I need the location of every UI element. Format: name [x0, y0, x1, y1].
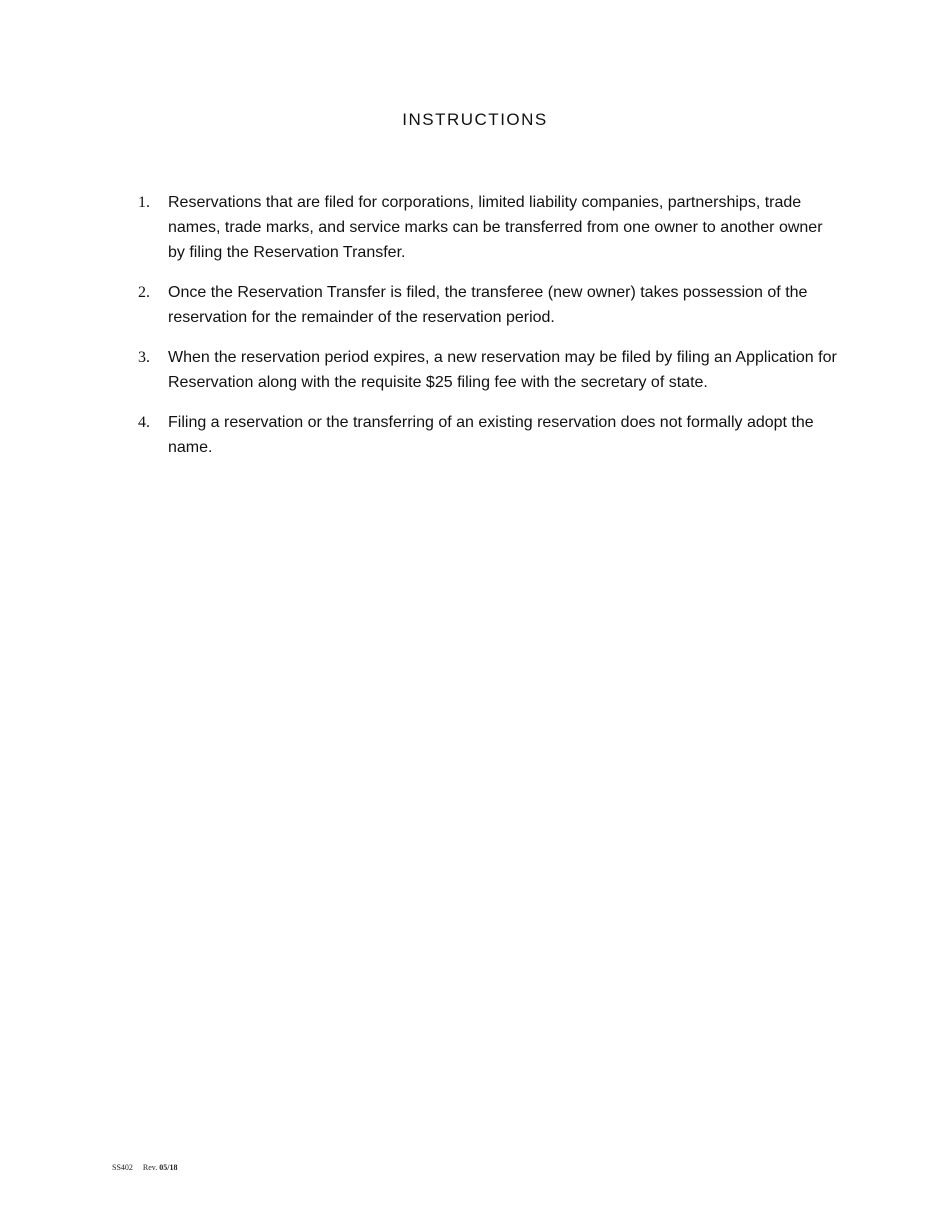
page-title: INSTRUCTIONS	[402, 110, 548, 129]
list-item	[138, 410, 843, 460]
item-number: 4.	[138, 414, 150, 431]
revision-date: 05/18	[159, 1163, 178, 1172]
item-text: Reservations that are filed for corporations, limited liability companies, partnerships, trade names, trade marks, and service marks can be transferred from one owner to another owner by filing the Reservation Transfer.	[168, 194, 823, 261]
footer-form-info	[112, 1163, 178, 1172]
form-code: SS402	[112, 1163, 133, 1172]
list-item	[138, 345, 843, 395]
item-number: 3.	[138, 349, 150, 366]
list-item	[138, 280, 843, 330]
list-item	[138, 190, 843, 265]
instructions-list	[138, 190, 843, 475]
item-number: 2.	[138, 284, 150, 301]
item-number: 1.	[138, 194, 150, 211]
item-text: Filing a reservation or the transferring of an existing reservation does not formally adopt the name.	[168, 414, 814, 456]
item-text: When the reservation period expires, a new reservation may be filed by filing an Application for Reservation along with the requisite $25 filing fee with the secretary of state.	[168, 349, 837, 391]
revision-label: Rev.	[142, 1163, 158, 1172]
item-text: Once the Reservation Transfer is filed, the transferee (new owner) takes possession of the reservation for the remainder of the reservation period.	[168, 284, 808, 326]
